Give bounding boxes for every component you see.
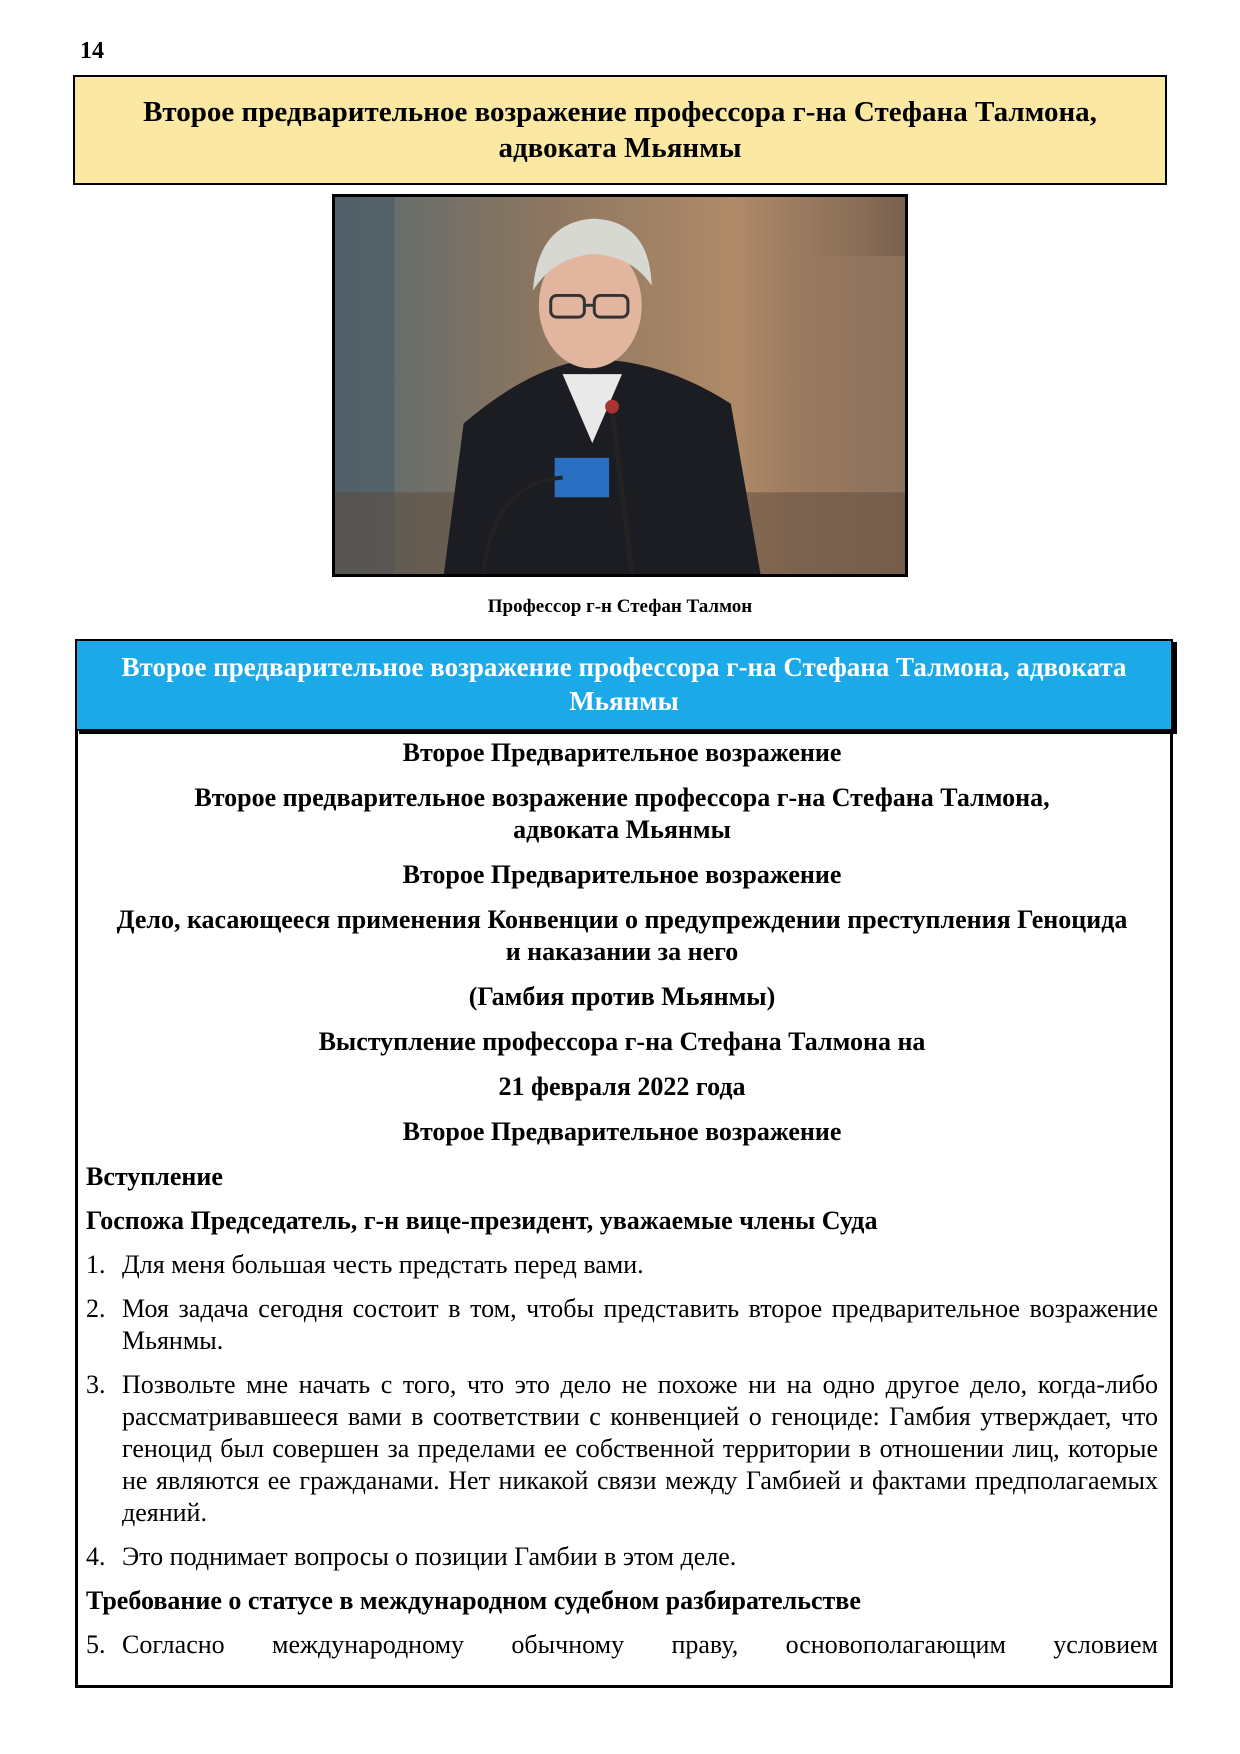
list-item-number: 3. bbox=[86, 1370, 106, 1399]
page-number: 14 bbox=[80, 38, 104, 64]
content-line: Второе предварительное возражение профессора г-на Стефана Талмона, адвоката Мьянмы bbox=[194, 783, 1050, 844]
intro-heading: Вступление bbox=[86, 1162, 223, 1191]
list-item-number: 5. bbox=[86, 1630, 106, 1659]
content-line: (Гамбия против Мьянмы) bbox=[468, 982, 776, 1011]
list-item-text: Согласно международному обычному праву, основополагающим условием bbox=[122, 1630, 1158, 1659]
list-item-number: 4. bbox=[86, 1542, 106, 1571]
address-heading: Госпожа Председатель, г-н вице-президент, уважаемые члены Суда bbox=[86, 1206, 878, 1235]
status-heading: Требование о статусе в международном судебном разбирательстве bbox=[86, 1586, 861, 1615]
content-line: Второе Предварительное возражение bbox=[402, 1117, 842, 1146]
header-title: Второе предварительное возражение профессора г-на Стефана Талмона, адвоката Мьянмы bbox=[143, 95, 1097, 164]
list-item bbox=[86, 1541, 1158, 1573]
content-line: Выступление профессора г-на Стефана Талмона на bbox=[318, 1027, 926, 1056]
list-item bbox=[86, 1629, 1158, 1661]
content-box bbox=[75, 731, 1173, 1688]
content-line: Второе Предварительное возражение bbox=[402, 738, 842, 767]
list-item-number: 1. bbox=[86, 1250, 106, 1279]
list-item-text: Это поднимает вопросы о позиции Гамбии в этом деле. bbox=[122, 1542, 737, 1571]
list-item-text: Позвольте мне начать с того, что это дело не похоже ни на одно другое дело, когда-либо рассматривавшееся вами в соответствии с конвенцией о геноциде: Гамбия утверждает, что геноцид был совершен за пределами ее собственной территории в отношении лиц, которые не являются ее гражданами. Нет никакой связи между Гамбией и фактами предполагаемых деяний. bbox=[122, 1370, 1158, 1527]
section-title-box bbox=[75, 639, 1173, 731]
list-item-number: 2. bbox=[86, 1294, 106, 1323]
list-item bbox=[86, 1369, 1158, 1529]
list-item bbox=[86, 1249, 1158, 1281]
content-line: 21 февраля 2022 года bbox=[498, 1072, 746, 1101]
list-item-text: Для меня большая честь предстать перед вами. bbox=[122, 1250, 644, 1279]
list-item bbox=[86, 1293, 1158, 1357]
list-item-text: Моя задача сегодня состоит в том, чтобы представить второе предварительное возражение Мьянмы. bbox=[122, 1294, 1158, 1355]
photo-caption: Профессор г-н Стефан Талмон bbox=[487, 596, 753, 617]
speaker-photo bbox=[332, 194, 908, 577]
content-line: Дело, касающееся применения Конвенции о предупреждении преступления Геноцида и наказании за него bbox=[116, 905, 1128, 966]
section-title: Второе предварительное возражение профессора г-на Стефана Талмона, адвоката Мьянмы bbox=[121, 652, 1127, 716]
speaker-portrait-photo-icon bbox=[335, 197, 905, 574]
content-line: Второе Предварительное возражение bbox=[402, 860, 842, 889]
header-title-box bbox=[73, 75, 1167, 185]
